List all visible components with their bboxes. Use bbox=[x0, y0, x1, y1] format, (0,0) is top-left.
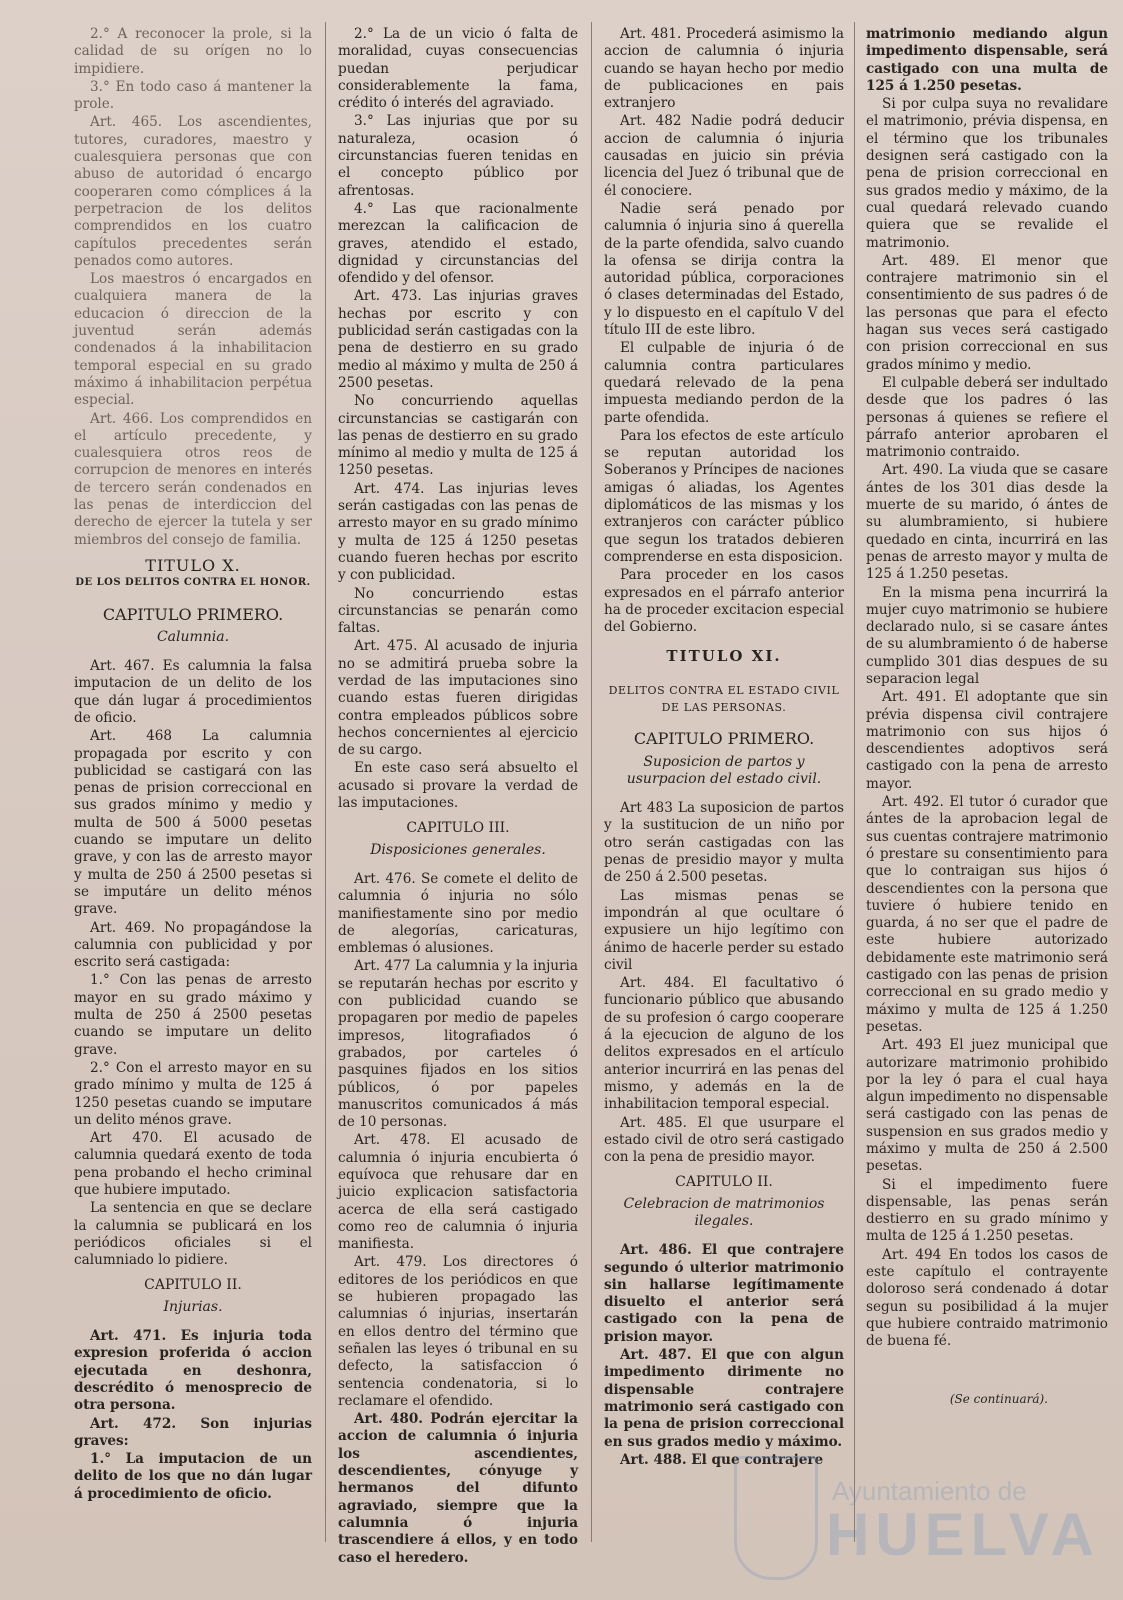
chapter-heading: CAPITULO III. bbox=[406, 820, 510, 837]
paragraph: Art. 489. El menor que contrajere matrimonio sin el consentimiento de sus padres ó de las personas que para el efecto hagan sus veces será castigado con prision correccional en sus grados mínimo y medio. bbox=[866, 252, 1108, 373]
title-xi: TITULO XI. bbox=[666, 647, 782, 666]
paragraph: Art. 491. El adoptante que sin prévia dispensa civil contrajere matrimonio con sus hijos ó descendientes adoptivos será castigado con la pena de arresto mayor. bbox=[866, 689, 1108, 792]
section-heading: Calumnia. bbox=[156, 628, 230, 645]
column-rule bbox=[854, 22, 855, 1542]
paragraph: 3.° Las injurias que por su naturaleza, ocasion ó circunstancias fueren tenidas en el concepto público por afrentosas. bbox=[338, 113, 578, 199]
paragraph: La sentencia en que se declare la calumnia se publicará en los periódicos oficiales si el calumniado lo pidiere. bbox=[74, 1200, 312, 1269]
paragraph: Art. 486. El que contrajere segundo ó ulterior matrimonio sin hallarse legítimamente disuelto el anterior será castigado con la pena de prision mayor. bbox=[604, 1242, 844, 1345]
column-4 bbox=[866, 26, 1108, 1408]
watermark-small-text: Ayuntamiento de bbox=[832, 1476, 1027, 1506]
paragraph: Art. 480. Podrán ejercitar la accion de calumnia ó injuria los ascendientes, descendientes, cónyuge y hermanos del difunto agraviado, siempre que la calumnia ó injuria trascendiere á ellos, y en todo caso el heredero. bbox=[338, 1411, 578, 1566]
paragraph: Art. 465. Los ascendientes, tutores, curadores, maestro y cualesquiera personas que con abuso de autoridad ó encargo cooperaren como cómplices á la perpetracion de los delitos comprendidos en los cuatro capítulos precedentes serán penados como autores. bbox=[74, 114, 312, 269]
paragraph: 1.° Con las penas de arresto mayor en su grado máximo y multa de 250 á 2500 pesetas cuando se imputare un delito grave. bbox=[74, 972, 312, 1058]
paragraph: Los maestros ó encargados en cualquiera manera de la educacion ó direccion de la juventud serán además condenados á la inhabilitacion temporal especial en su grado máximo á inhabilitacion perpétua especial. bbox=[74, 271, 312, 409]
chapter-heading: CAPITULO II. bbox=[144, 1277, 242, 1294]
paragraph: Si el impedimento fuere dispensable, las penas serán destierro en su grado mínimo y multa de 125 á 1.250 pesetas. bbox=[866, 1176, 1108, 1245]
paragraph: Art. 478. El acusado de calumnia ó injuria encubierta ó equívoca que rehusare dar en juicio explicacion satisfactoria acerca de ella será castigado como reo de calumnia ó injuria manifiesta. bbox=[338, 1132, 578, 1253]
paragraph: Art. 468 La calumnia propagada por escrito y con publicidad se castigará con las penas de prision correccional en sus grados mínimo y medio y multa de 500 á 5000 pesetas cuando se imputare un delito grave, y con las de arresto mayor y multa de 250 á 2500 pesetas si se imputáre un delito ménos grave. bbox=[74, 728, 312, 918]
chapter-heading: CAPITULO PRIMERO. bbox=[102, 604, 284, 624]
paragraph: Art. 466. Los comprendidos en el artículo precedente, y cualesquiera otros reos de corrupcion de menores en interés de tercero serán condenados en las penas de interdiccion del derecho de ejercer la tutela y ser miembros del consejo de familia. bbox=[74, 410, 312, 548]
paragraph: Art 470. El acusado de calumnia quedará exento de toda pena probando el hecho criminal que hubiere imputado. bbox=[74, 1130, 312, 1198]
paragraph: 3.° En todo caso á mantener la prole. bbox=[74, 78, 312, 113]
paragraph: 2.° La de un vicio ó falta de moralidad, cuyas consecuencias puedan perjudicar considerablemente la fama, crédito ó interés del agraviado. bbox=[338, 26, 578, 112]
paragraph: No concurriendo aquellas circunstancias se castigarán con las penas de destierro en su grado mínimo al medio y multa de 125 á 1250 pesetas. bbox=[338, 393, 578, 479]
column-1 bbox=[74, 26, 312, 1504]
section-heading: Injurias. bbox=[163, 1298, 223, 1315]
paragraph: Art. 476. Se comete el delito de calumnia ó injuria no sólo manifiestamente sino por medio de alegorías, caricaturas, emblemas ó alusiones. bbox=[338, 870, 578, 957]
archive-watermark bbox=[722, 1438, 1122, 1600]
paragraph: 2.° A reconocer la prole, si la calidad de su orígen no lo impidiere. bbox=[74, 26, 312, 77]
paragraph: Las mismas penas se impondrán al que ocultare ó expusiere un hijo legítimo con ánimo de hacerle perder su estado civil bbox=[604, 887, 844, 973]
paragraph: Art. 471. Es injuria toda expresion proferida ó accion ejecutada en deshonra, descrédito ó menosprecio de otra persona. bbox=[74, 1328, 312, 1414]
paragraph: Si por culpa suya no revalidare el matrimonio, prévia dispensa, en el término que los tribunales designen será castigado con la pena de prision correccional en sus grados medio y máximo, de la cual quedará relevado cuando quiera que se revalide el matrimonio. bbox=[866, 96, 1108, 251]
paragraph: 2.° Con el arresto mayor en su grado mínimo y multa de 125 á 1250 pesetas cuando se imputare un delito ménos grave. bbox=[74, 1059, 312, 1128]
paragraph: 4.° Las que racionalmente merezcan la calificacion de graves, atendido el estado, dignidad y circunstancias del ofendido y del ofensor. bbox=[338, 200, 578, 287]
paragraph: Art. 482 Nadie podrá deducir accion de calumnia ó injuria causadas en juicio sin prévia licencia del Juez ó tribunal que de él conociere. bbox=[604, 113, 844, 199]
paragraph: Nadie será penado por calumnia ó injuria sino á querella de la parte ofendida, salvo cuando la ofensa se dirija contra la autoridad pública, corporaciones ó clases determinadas del Estado, y lo dispuesto en el capítulo V del título III de este libro. bbox=[604, 200, 844, 339]
watermark-big-text: HUELVA bbox=[826, 1501, 1100, 1568]
column-2 bbox=[338, 26, 578, 1568]
paragraph: 1.° La imputacion de un delito de los que no dán lugar á procedimiento de oficio. bbox=[74, 1451, 312, 1502]
paragraph: Art 483 La suposicion de partos y la sustitucion de un niño por otro serán castigadas con las penas de presidio mayor y multa de 250 á 2.500 pesetas. bbox=[604, 800, 844, 886]
column-3 bbox=[604, 26, 844, 1470]
column-rule bbox=[325, 22, 326, 1542]
paragraph: Art. 467. Es calumnia la falsa imputacion de un delito de los que dán lugar á procedimientos de oficio. bbox=[74, 658, 312, 726]
section-heading: Suposicion de partos y usurpacion del estado civil. bbox=[626, 753, 822, 787]
paragraph: Art. 488. El que contrajere bbox=[620, 1451, 824, 1468]
continued-note: (Se continuará). bbox=[949, 1391, 1048, 1406]
paragraph: Art. 494 En todos los casos de este capítulo el contrayente doloroso será condenado á dotar segun su posibilidad á la mujer que hubiere contraido matrimonio de buena fé. bbox=[866, 1246, 1108, 1350]
paragraph: Art. 492. El tutor ó curador que ántes de la aprobacion legal de sus cuentas contrajere matrimonio ó prestare su consentimiento para que lo contraigan sus hijos ó descendientes con la persona que tuviere ó hubiere tenido en guarda, á no ser que el padre de este hubiere autorizado debidamente este matrimonio será castigado con las penas de prision correccional en su grado medio y máximo y multa de 125 á 1.250 pesetas. bbox=[866, 794, 1108, 1035]
column-rule bbox=[591, 22, 592, 1542]
paragraph: En este caso será absuelto el acusado si provare la verdad de las imputaciones. bbox=[338, 760, 578, 812]
section-heading: Disposiciones generales. bbox=[370, 841, 546, 858]
paragraph: Para proceder en los casos expresados en el párrafo anterior ha de proceder excitacion especial del Gobierno. bbox=[604, 567, 844, 636]
paragraph: Art. 477 La calumnia y la injuria se reputarán hechas por escrito y con publicidad cuando se propagaren por medio de papeles impresos, litografiados ó grabados, por carteles ó pasquines fijados en los sitios públicos, ó por papeles manuscritos comunicados á más de 10 personas. bbox=[338, 958, 578, 1131]
paragraph: Art. 484. El facultativo ó funcionario público que abusando de su profesion ó cargo cooperare á la ejecucion de alguno de los delitos expresados en el artículo anterior incurrirá en las penas del mismo, y además en la de inhabilitacion temporal especial. bbox=[604, 975, 844, 1113]
paragraph: En la misma pena incurrirá la mujer cuyo matrimonio se hubiere declarado nulo, si se casare ántes de su alumbramiento ó de haberse cumplido 301 dias despues de su separacion legal bbox=[866, 584, 1108, 687]
paragraph: Art. 485. El que usurpare el estado civil de otro será castigado con la pena de presidio mayor. bbox=[604, 1114, 844, 1166]
title-x: TITULO X. bbox=[145, 555, 241, 575]
title-xi-subtitle: DELITOS CONTRA EL ESTADO CIVIL DE LAS PERSONAS. bbox=[608, 683, 840, 714]
title-x-subtitle: DE LOS DELITOS CONTRA EL HONOR. bbox=[75, 577, 311, 589]
shield-icon bbox=[734, 1456, 818, 1580]
paragraph: No concurriendo estas circunstancias se penarán como faltas. bbox=[338, 585, 578, 637]
section-heading: Celebracion de matrimonios ilegales. bbox=[623, 1195, 825, 1229]
paragraph: Art. 487. El que con algun impedimento dirimente no dispensable contrajere matrimonio será castigado con la pena de prision correccional en sus grados medio y máximo. bbox=[604, 1347, 844, 1450]
chapter-heading: CAPITULO II. bbox=[675, 1174, 773, 1191]
paragraph: Art. 479. Los directores ó editores de los periódicos en que se hubieren propagado las calumnias ó injurias, insertarán en ellos dentro del término que señalen las leyes ó tribunal en su defecto, la satisfaccion ó sentencia condenatoria, si lo reclamare el ofendido. bbox=[338, 1254, 578, 1409]
paragraph: El culpable de injuria ó de calumnia contra particulares quedará relevado de la pena impuesta mediando perdon de la parte ofendida. bbox=[604, 340, 844, 426]
paragraph: Art. 493 El juez municipal que autorizare matrimonio prohibido por la ley ó para el cual haya algun impedimento no dispensable será castigado con las penas de suspension en sus grados medio y máximo y multa de 250 á 2.500 pesetas. bbox=[866, 1037, 1108, 1175]
paragraph: Art. 472. Son injurias graves: bbox=[74, 1415, 312, 1449]
paragraph: Art. 474. Las injurias leves serán castigadas con las penas de arresto mayor en su grado mínimo y multa de 125 á 1250 pesetas cuando fueren hechas por escrito y con publicidad. bbox=[338, 480, 578, 584]
paragraph: Art. 490. La viuda que se casare ántes de los 301 dias desde la muerte de su marido, ó ántes de su alumbramiento, si hubiere quedado en cinta, incurrirá en las penas de arresto mayor y multa de 125 á 1.250 pesetas. bbox=[866, 462, 1108, 583]
paragraph: Art. 473. Las injurias graves hechas por escrito y con publicidad serán castigadas con la pena de destierro en su grado medio al máximo y multa de 250 á 2500 pesetas. bbox=[338, 288, 578, 391]
paragraph: El culpable deberá ser indultado desde que los padres ó las personas á quienes se refiere el párrafo anterior aprobaren el matrimonio contraido. bbox=[866, 374, 1108, 461]
paragraph: matrimonio mediando algun impedimento dispensable, será castigado con una multa de 125 á 1.250 pesetas. bbox=[866, 26, 1108, 94]
paragraph: Art. 481. Procederá asimismo la accion de calumnia ó injuria cuando se hayan hecho por medio de publicaciones en pais extranjero bbox=[604, 26, 844, 112]
paragraph: Para los efectos de este artículo se reputan autoridad los Soberanos y Príncipes de naciones amigas ó aliadas, los Agentes diplomáticos de las mismas y los extranjeros con carácter público que segun los tratados debieren comprenderse en esta disposicion. bbox=[604, 427, 844, 565]
chapter-heading: CAPITULO PRIMERO. bbox=[633, 729, 815, 749]
paragraph: Art. 475. Al acusado de injuria no se admitirá prueba sobre la verdad de las imputaciones sino cuando estas fueren dirigidas contra empleados públicos sobre hechos concernientes al ejercicio de su cargo. bbox=[338, 638, 578, 759]
paragraph: Art. 469. No propagándose la calumnia con publicidad y por escrito será castigada: bbox=[74, 919, 312, 971]
